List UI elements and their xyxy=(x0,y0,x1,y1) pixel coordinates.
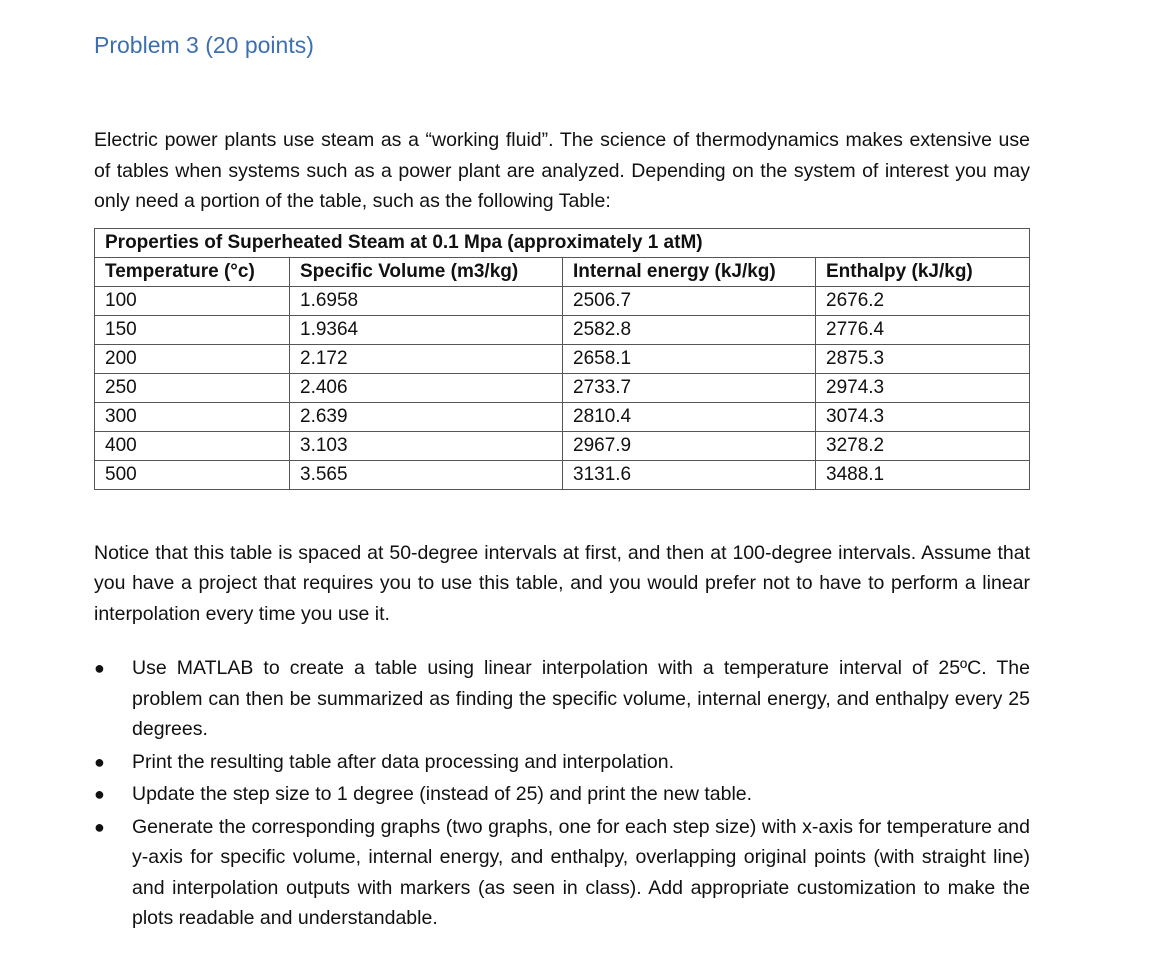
task-text: Print the resulting table after data processing and interpolation. xyxy=(132,750,675,773)
table-title: Properties of Superheated Steam at 0.1 Mpa (approximately 1 atM) xyxy=(95,228,1030,257)
cell-enthalpy: 2974.3 xyxy=(816,373,1030,402)
cell-temperature: 250 xyxy=(95,373,290,402)
bullet-icon: ● xyxy=(94,784,105,804)
cell-specific-volume: 3.103 xyxy=(290,431,563,460)
cell-internal-energy: 2658.1 xyxy=(563,344,816,373)
table-row xyxy=(95,402,1030,431)
table-row xyxy=(95,460,1030,489)
problem-heading: Problem 3 (20 points) xyxy=(94,32,314,58)
table-row xyxy=(95,344,1030,373)
cell-specific-volume: 2.172 xyxy=(290,344,563,373)
cell-internal-energy: 2506.7 xyxy=(563,286,816,315)
cell-specific-volume: 2.406 xyxy=(290,373,563,402)
table-title-row xyxy=(95,228,1030,257)
cell-temperature: 300 xyxy=(95,402,290,431)
cell-internal-energy: 2733.7 xyxy=(563,373,816,402)
document-page xyxy=(94,30,1030,936)
column-header-specific-volume: Specific Volume (m3/kg) xyxy=(290,257,563,286)
cell-specific-volume: 3.565 xyxy=(290,460,563,489)
steam-properties-table xyxy=(94,228,1030,490)
column-header-internal-energy: Internal energy (kJ/kg) xyxy=(563,257,816,286)
task-text: Update the step size to 1 degree (instead of 25) and print the new table. xyxy=(132,783,753,805)
cell-temperature: 400 xyxy=(95,431,290,460)
table-row xyxy=(95,431,1030,460)
cell-enthalpy: 3278.2 xyxy=(816,431,1030,460)
bullet-icon: ● xyxy=(94,751,105,772)
cell-internal-energy: 2967.9 xyxy=(563,431,816,460)
list-item xyxy=(94,779,1030,810)
notice-paragraph: Notice that this table is spaced at 50-degree intervals at first, and then at 100-degree intervals. Assume that you have a project that requires you to use this table, and you would prefer not to have to perform a linear interpolation every time you use it. xyxy=(94,541,1030,625)
cell-temperature: 150 xyxy=(95,315,290,344)
task-text: Use MATLAB to create a table using linear interpolation with a temperature interval of 25ºC. The problem can then be summarized as finding the specific volume, internal energy, and enthalpy every 25 degrees. xyxy=(132,657,1030,740)
task-text: Generate the corresponding graphs (two graphs, one for each step size) with x-axis for temperature and y-axis for specific volume, internal energy, and enthalpy, overlapping original points (with straight line) and interpolation outputs with markers (as seen in class). Add appropriate customization to make the plots readable and understandable. xyxy=(132,815,1030,929)
cell-specific-volume: 2.639 xyxy=(290,402,563,431)
cell-temperature: 200 xyxy=(95,344,290,373)
column-header-enthalpy: Enthalpy (kJ/kg) xyxy=(816,257,1030,286)
cell-enthalpy: 2676.2 xyxy=(816,286,1030,315)
cell-enthalpy: 3074.3 xyxy=(816,402,1030,431)
list-item xyxy=(94,653,1030,745)
bullet-icon: ● xyxy=(94,658,105,678)
task-list xyxy=(94,653,1030,934)
bullet-icon: ● xyxy=(94,816,105,837)
cell-internal-energy: 3131.6 xyxy=(563,460,816,489)
cell-enthalpy: 3488.1 xyxy=(816,460,1030,489)
cell-enthalpy: 2875.3 xyxy=(816,344,1030,373)
intro-paragraph: Electric power plants use steam as a “working fluid”. The science of thermodynamics makes extensive use of tables when systems such as a power plant are analyzed. Depending on the system of interest you may only need a portion of the table, such as the following Table: xyxy=(94,129,1030,212)
cell-temperature: 100 xyxy=(95,286,290,315)
table-row xyxy=(95,373,1030,402)
table-header-row xyxy=(95,257,1030,286)
table-row xyxy=(95,286,1030,315)
cell-temperature: 500 xyxy=(95,460,290,489)
cell-enthalpy: 2776.4 xyxy=(816,315,1030,344)
cell-internal-energy: 2582.8 xyxy=(563,315,816,344)
cell-specific-volume: 1.9364 xyxy=(290,315,563,344)
column-header-temperature: Temperature (°c) xyxy=(95,257,290,286)
table-row xyxy=(95,315,1030,344)
list-item xyxy=(94,747,1030,778)
cell-internal-energy: 2810.4 xyxy=(563,402,816,431)
list-item xyxy=(94,812,1030,934)
cell-specific-volume: 1.6958 xyxy=(290,286,563,315)
